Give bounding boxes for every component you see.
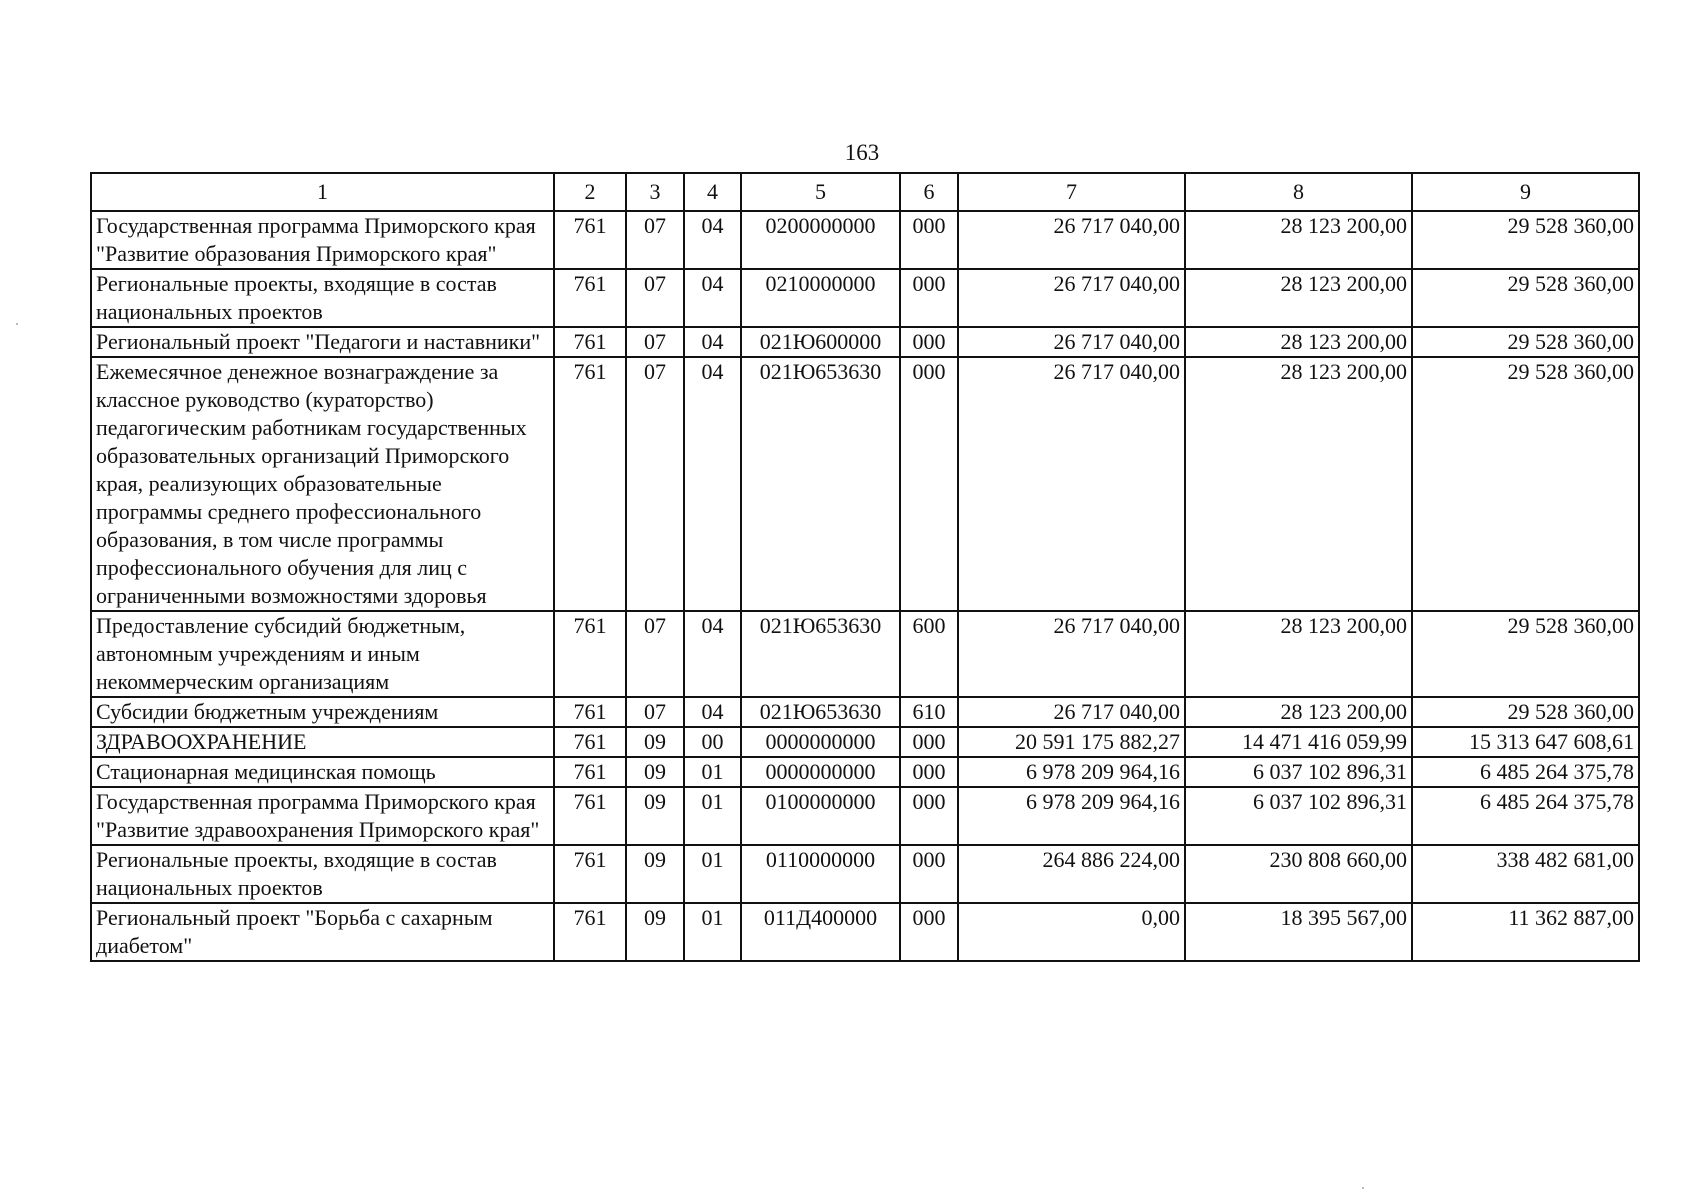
section-code: 09	[626, 787, 684, 845]
amount-col9: 29 528 360,00	[1412, 269, 1639, 327]
ministry-code: 761	[554, 903, 626, 961]
amount-col9: 29 528 360,00	[1412, 327, 1639, 357]
table-row	[91, 787, 1639, 845]
expense-type-code: 000	[900, 211, 958, 269]
amount-col8: 28 123 200,00	[1185, 327, 1412, 357]
amount-col7: 6 978 209 964,16	[958, 787, 1185, 845]
section-code: 09	[626, 845, 684, 903]
section-code: 07	[626, 697, 684, 727]
section-code: 07	[626, 611, 684, 697]
subsection-code: 04	[684, 697, 741, 727]
header-cell: 9	[1412, 173, 1639, 211]
header-row	[91, 173, 1639, 211]
table-row	[91, 327, 1639, 357]
amount-col7: 26 717 040,00	[958, 611, 1185, 697]
target-article-code: 0000000000	[741, 727, 900, 757]
target-article-code: 011Д400000	[741, 903, 900, 961]
amount-col7: 26 717 040,00	[958, 211, 1185, 269]
expense-type-code: 000	[900, 903, 958, 961]
table-row	[91, 757, 1639, 787]
ministry-code: 761	[554, 787, 626, 845]
header-cell: 6	[900, 173, 958, 211]
subsection-code: 01	[684, 845, 741, 903]
subsection-code: 01	[684, 787, 741, 845]
header-cell: 3	[626, 173, 684, 211]
ministry-code: 761	[554, 845, 626, 903]
table-row	[91, 611, 1639, 697]
amount-col9: 29 528 360,00	[1412, 697, 1639, 727]
target-article-code: 021Ю653630	[741, 697, 900, 727]
subsection-code: 00	[684, 727, 741, 757]
row-name: Ежемесячное денежное вознаграждение за классное руководство (кураторство) педагогическим работникам государственных образовательных организаций Приморского края, реализующих образовательные программы среднего профессионального образования, в том числе программы профессионального обучения для лиц с ограниченными возможностями здоровья	[91, 357, 554, 611]
ministry-code: 761	[554, 757, 626, 787]
scan-speck	[1362, 1187, 1364, 1189]
expense-type-code: 000	[900, 845, 958, 903]
row-name: Региональные проекты, входящие в состав национальных проектов	[91, 845, 554, 903]
amount-col9: 29 528 360,00	[1412, 611, 1639, 697]
row-name: Предоставление субсидий бюджетным, автономным учреждениям и иным некоммерческим организациям	[91, 611, 554, 697]
amount-col9: 29 528 360,00	[1412, 211, 1639, 269]
target-article-code: 0100000000	[741, 787, 900, 845]
target-article-code: 021Ю600000	[741, 327, 900, 357]
target-article-code: 021Ю653630	[741, 611, 900, 697]
ministry-code: 761	[554, 357, 626, 611]
expense-type-code: 000	[900, 269, 958, 327]
row-name: ЗДРАВООХРАНЕНИЕ	[91, 727, 554, 757]
amount-col7: 26 717 040,00	[958, 357, 1185, 611]
expense-type-code: 000	[900, 327, 958, 357]
section-code: 09	[626, 727, 684, 757]
table-row	[91, 727, 1639, 757]
row-name: Региональный проект "Педагоги и наставники"	[91, 327, 554, 357]
expense-type-code: 000	[900, 727, 958, 757]
section-code: 07	[626, 357, 684, 611]
amount-col9: 6 485 264 375,78	[1412, 757, 1639, 787]
header-cell: 2	[554, 173, 626, 211]
budget-table	[90, 172, 1640, 962]
header-cell: 7	[958, 173, 1185, 211]
amount-col8: 28 123 200,00	[1185, 357, 1412, 611]
table-row	[91, 269, 1639, 327]
ministry-code: 761	[554, 327, 626, 357]
page-number: 163	[844, 140, 880, 165]
amount-col9: 6 485 264 375,78	[1412, 787, 1639, 845]
amount-col9: 338 482 681,00	[1412, 845, 1639, 903]
ministry-code: 761	[554, 211, 626, 269]
target-article-code: 0110000000	[741, 845, 900, 903]
amount-col9: 29 528 360,00	[1412, 357, 1639, 611]
expense-type-code: 000	[900, 757, 958, 787]
amount-col8: 28 123 200,00	[1185, 269, 1412, 327]
subsection-code: 04	[684, 269, 741, 327]
row-name: Государственная программа Приморского края "Развитие образования Приморского края"	[91, 211, 554, 269]
amount-col7: 264 886 224,00	[958, 845, 1185, 903]
amount-col8: 14 471 416 059,99	[1185, 727, 1412, 757]
row-name: Субсидии бюджетным учреждениям	[91, 697, 554, 727]
amount-col9: 11 362 887,00	[1412, 903, 1639, 961]
amount-col8: 6 037 102 896,31	[1185, 757, 1412, 787]
subsection-code: 04	[684, 211, 741, 269]
header-cell: 8	[1185, 173, 1412, 211]
amount-col7: 0,00	[958, 903, 1185, 961]
target-article-code: 021Ю653630	[741, 357, 900, 611]
section-code: 07	[626, 327, 684, 357]
amount-col8: 230 808 660,00	[1185, 845, 1412, 903]
subsection-code: 04	[684, 357, 741, 611]
target-article-code: 0210000000	[741, 269, 900, 327]
header-cell: 1	[91, 173, 554, 211]
amount-col8: 28 123 200,00	[1185, 611, 1412, 697]
target-article-code: 0200000000	[741, 211, 900, 269]
expense-type-code: 000	[900, 357, 958, 611]
expense-type-code: 600	[900, 611, 958, 697]
ministry-code: 761	[554, 611, 626, 697]
amount-col8: 18 395 567,00	[1185, 903, 1412, 961]
row-name: Региональный проект "Борьба с сахарным диабетом"	[91, 903, 554, 961]
subsection-code: 04	[684, 611, 741, 697]
ministry-code: 761	[554, 697, 626, 727]
row-name: Региональные проекты, входящие в состав национальных проектов	[91, 269, 554, 327]
table-row	[91, 845, 1639, 903]
subsection-code: 04	[684, 327, 741, 357]
section-code: 09	[626, 903, 684, 961]
subsection-code: 01	[684, 903, 741, 961]
section-code: 07	[626, 211, 684, 269]
expense-type-code: 000	[900, 787, 958, 845]
row-name: Государственная программа Приморского края "Развитие здравоохранения Приморского края"	[91, 787, 554, 845]
section-code: 07	[626, 269, 684, 327]
table-row	[91, 357, 1639, 611]
header-cell: 5	[741, 173, 900, 211]
amount-col7: 6 978 209 964,16	[958, 757, 1185, 787]
header-cell: 4	[684, 173, 741, 211]
amount-col7: 26 717 040,00	[958, 697, 1185, 727]
amount-col8: 6 037 102 896,31	[1185, 787, 1412, 845]
scan-speck	[16, 323, 18, 325]
ministry-code: 761	[554, 727, 626, 757]
row-name: Стационарная медицинская помощь	[91, 757, 554, 787]
target-article-code: 0000000000	[741, 757, 900, 787]
amount-col7: 26 717 040,00	[958, 327, 1185, 357]
table-row	[91, 697, 1639, 727]
table-row	[91, 211, 1639, 269]
amount-col9: 15 313 647 608,61	[1412, 727, 1639, 757]
expense-type-code: 610	[900, 697, 958, 727]
amount-col8: 28 123 200,00	[1185, 211, 1412, 269]
section-code: 09	[626, 757, 684, 787]
amount-col7: 20 591 175 882,27	[958, 727, 1185, 757]
subsection-code: 01	[684, 757, 741, 787]
amount-col8: 28 123 200,00	[1185, 697, 1412, 727]
table-row	[91, 903, 1639, 961]
ministry-code: 761	[554, 269, 626, 327]
amount-col7: 26 717 040,00	[958, 269, 1185, 327]
